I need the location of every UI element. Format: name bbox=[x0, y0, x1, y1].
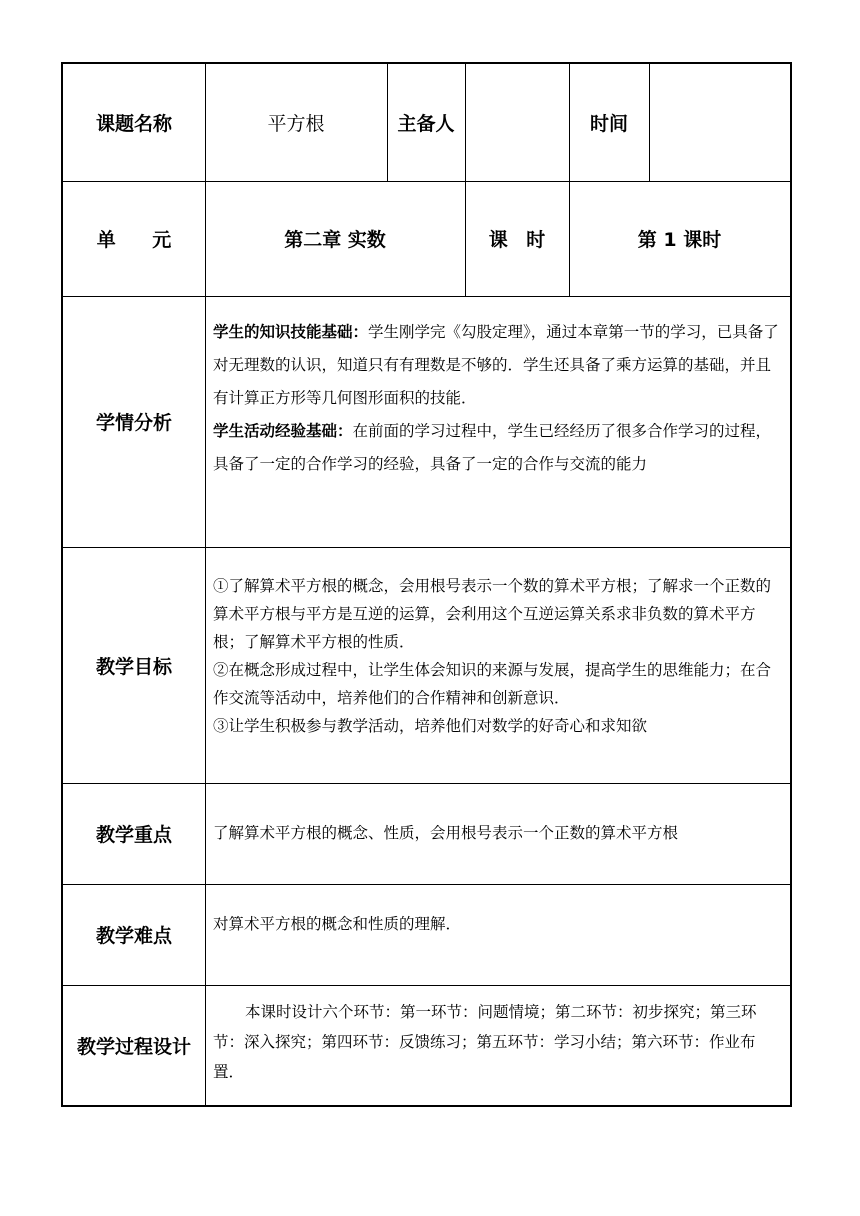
objectives-label: 教学目标 bbox=[95, 655, 172, 678]
unit-value: 第二章 实数 bbox=[284, 229, 386, 251]
unit-label: 单 元 bbox=[96, 229, 172, 251]
preparer-label: 主备人 bbox=[397, 113, 455, 135]
topic-label: 课题名称 bbox=[95, 113, 172, 135]
experience-title: 学生活动经验基础： bbox=[213, 422, 353, 440]
objectives-content bbox=[213, 572, 786, 740]
difficulties-text: 对算术平方根的概念和性质的理解． bbox=[213, 915, 462, 933]
difficulties-label: 教学难点 bbox=[95, 925, 172, 947]
experience-text: 在前面的学习过程中，学生已经经历了很多合作学习的过程，具备了一定的合作学习的经验，具备了一定的合作与交流的能力 bbox=[213, 422, 772, 473]
topic-value: 平方根 bbox=[267, 113, 325, 135]
lesson-plan-table bbox=[61, 62, 792, 1107]
objective-item-3: ③让学生积极参与教学活动，培养他们对数学的好奇心和求知欲 bbox=[213, 717, 648, 735]
analysis-label: 学情分析 bbox=[95, 412, 172, 434]
key-points-label: 教学重点 bbox=[95, 824, 172, 846]
time-value bbox=[649, 64, 790, 181]
period-value: 第 1 课时 bbox=[637, 229, 722, 251]
preparer-value bbox=[465, 64, 569, 181]
time-label: 时间 bbox=[589, 113, 628, 135]
objective-item-1: ①了解算术平方根的概念，会用根号表示一个数的算术平方根；了解求一个正数的算术平方根与平方是互逆的运算，会利用这个互逆运算关系求非负数的算术平方根；了解算术平方根的性质． bbox=[213, 577, 772, 651]
period-label: 课 时 bbox=[488, 229, 546, 251]
knowledge-text: 学生刚学完《勾股定理》，通过本章第一节的学习，已具备了对无理数的认识，知道只有有理数是不够的．学生还具备了乘方运算的基础，并且有计算正方形等几何图形面积的技能． bbox=[213, 323, 779, 407]
key-points-text: 了解算术平方根的概念、性质，会用根号表示一个正数的算术平方根 bbox=[213, 824, 679, 842]
process-text: 本课时设计六个环节：第一环节：问题情境；第二环节：初步探究；第三环节：深入探究；第四环节：反馈练习；第五环节：学习小结；第六环节：作业布置． bbox=[213, 1003, 757, 1081]
process-label: 教学过程设计 bbox=[76, 1035, 191, 1058]
knowledge-title: 学生的知识技能基础： bbox=[213, 323, 369, 341]
analysis-content bbox=[213, 316, 786, 481]
objective-item-2: ②在概念形成过程中，让学生体会知识的来源与发展，提高学生的思维能力；在合作交流等活动中，培养他们的合作精神和创新意识． bbox=[213, 661, 772, 707]
